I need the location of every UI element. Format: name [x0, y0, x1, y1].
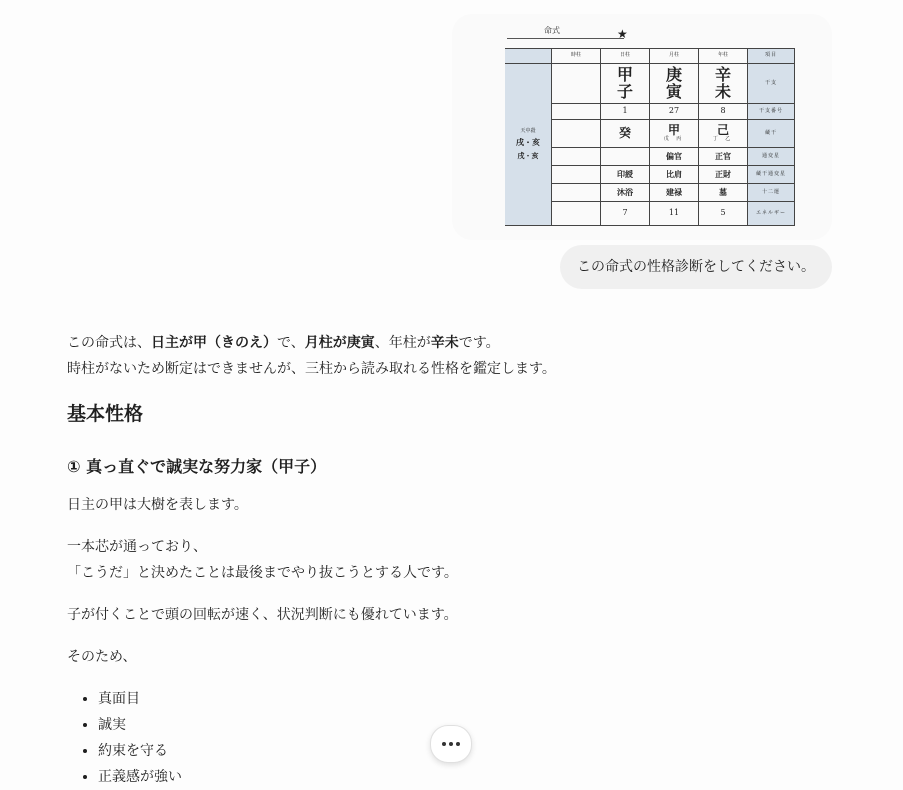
intro-line-1: この命式は、日主が甲（きのえ）で、月柱が庚寅、年柱が辛未です。: [67, 335, 500, 351]
tenchusatsu-label: 天中殺: [520, 127, 536, 134]
sub-heading: ① 真っ直ぐで誠実な努力家（甲子）: [67, 457, 327, 476]
row-label: 干支番号: [748, 104, 795, 120]
table-cell: [552, 120, 601, 148]
cell-char: 庚: [665, 64, 682, 84]
row-label: エネルギー: [748, 202, 795, 226]
section-heading: 基本性格: [67, 403, 144, 425]
list-item: • 約束を守る: [98, 738, 847, 764]
table-cell: 正官: [699, 148, 748, 166]
column-header: 項目: [748, 49, 795, 64]
user-image-attachment[interactable]: [452, 14, 832, 240]
table-cell: 比肩: [650, 166, 699, 184]
table-cell: [699, 120, 748, 148]
column-header: 年柱: [699, 49, 748, 64]
row-label: 蔵干: [748, 120, 795, 148]
paragraph: そのため、: [67, 649, 137, 665]
cell-char: 寅: [665, 81, 682, 101]
more-options-button[interactable]: [430, 725, 472, 763]
table-cell: 7: [601, 202, 650, 226]
table-cell: [552, 104, 601, 120]
table-cell: 沐浴: [601, 184, 650, 202]
chart-title: 命式: [544, 26, 560, 35]
table-cell: [601, 64, 650, 104]
paragraph: 「こうだ」と決めたことは最後までやり抜こうとする人です。: [67, 565, 458, 581]
table-cell: 正財: [699, 166, 748, 184]
paragraph: 日主の甲は大樹を表します。: [67, 497, 248, 513]
zokan-sub: 丁 乙: [712, 136, 734, 143]
row-label: 干支: [748, 64, 795, 104]
side-header: [505, 49, 552, 64]
table-cell: [601, 148, 650, 166]
tenchusatsu-cell: [505, 64, 552, 226]
cell-char: 甲: [616, 64, 633, 84]
table-cell: [552, 202, 601, 226]
zokan-value: 己: [716, 123, 729, 138]
table-cell: 印綬: [601, 166, 650, 184]
table-cell: 1: [601, 104, 650, 120]
paragraph: 一本芯が通っており、: [67, 539, 207, 555]
column-header: 月柱: [650, 49, 699, 64]
list-item: • 誠実: [98, 712, 847, 738]
table-row: [505, 64, 795, 104]
zokan-value: 甲: [667, 123, 680, 138]
table-cell: [601, 120, 650, 148]
meishiki-table: [505, 48, 795, 226]
table-cell: [552, 166, 601, 184]
tenchusatsu-value: 戌・亥: [516, 137, 540, 148]
zokan-sub: 戊 丙: [663, 136, 685, 143]
table-cell: 5: [699, 202, 748, 226]
paragraph: 子が付くことで頭の回転が速く、状況判断にも優れています。: [67, 607, 458, 623]
column-header: 時柱: [552, 49, 601, 64]
ellipsis-icon: [442, 742, 446, 746]
table-cell: [552, 64, 601, 104]
list-item: • 真面目: [98, 686, 847, 712]
table-cell: 建禄: [650, 184, 699, 202]
cell-char: 未: [714, 81, 731, 101]
table-cell: 11: [650, 202, 699, 226]
user-message-bubble: この命式の性格診断をしてください。: [560, 245, 832, 289]
column-header: 日柱: [601, 49, 650, 64]
table-cell: 27: [650, 104, 699, 120]
table-cell: 墓: [699, 184, 748, 202]
cell-char: 辛: [714, 64, 731, 84]
tenchusatsu-value: 戌・亥: [517, 150, 539, 160]
table-cell: 8: [699, 104, 748, 120]
assistant-response: [67, 330, 847, 790]
star-icon: ★: [617, 27, 628, 41]
intro-line-2: 時柱がないため断定はできませんが、三柱から読み取れる性格を鑑定します。: [67, 361, 556, 377]
table-cell: [699, 64, 748, 104]
row-label: 蔵干通変星: [748, 166, 795, 184]
list-item: • 正義感が強い: [98, 764, 847, 790]
row-label: 十二運: [748, 184, 795, 202]
title-line: [507, 38, 624, 39]
table-cell: 偏官: [650, 148, 699, 166]
row-label: 通変星: [748, 148, 795, 166]
table-cell: [650, 64, 699, 104]
zokan-value: 癸: [618, 125, 631, 140]
cell-char: 子: [616, 81, 633, 101]
table-cell: [552, 148, 601, 166]
table-cell: [552, 184, 601, 202]
table-cell: [650, 120, 699, 148]
